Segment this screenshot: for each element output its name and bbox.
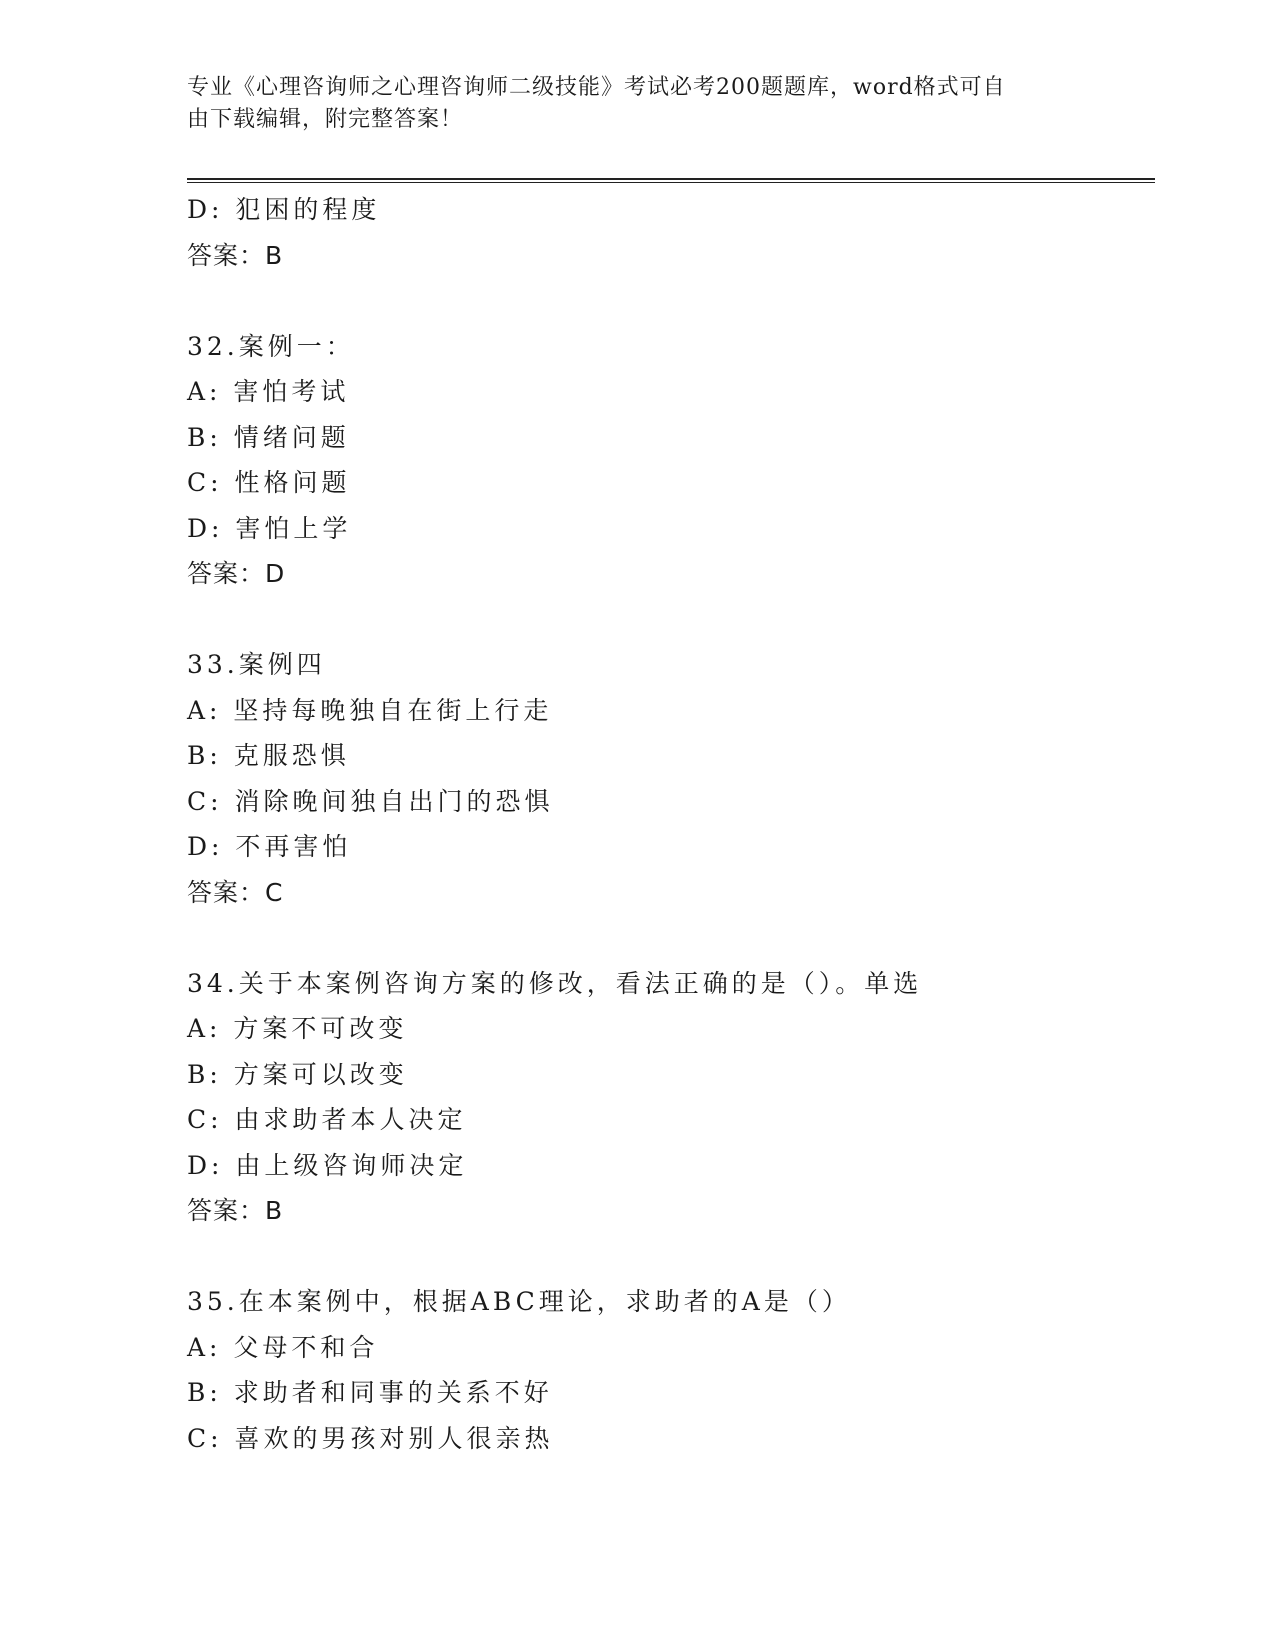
option-a: A: 坚持每晚独自在街上行走 bbox=[187, 695, 553, 725]
option-c: C: 由求助者本人决定 bbox=[187, 1105, 467, 1134]
spacer bbox=[187, 915, 1147, 961]
option-d: D: 害怕上学 bbox=[187, 513, 352, 543]
option-b: B: 求助者和同事的关系不好 bbox=[187, 1378, 553, 1407]
spacer bbox=[187, 278, 1147, 324]
question-34 bbox=[187, 961, 1147, 1234]
answer-line: 答案：B bbox=[187, 240, 284, 270]
option-a: A: 父母不和合 bbox=[187, 1332, 379, 1362]
question-stem: 33.案例四 bbox=[187, 650, 326, 679]
answer-line: 答案：C bbox=[187, 877, 284, 907]
question-stem: 34.关于本案例咨询方案的修改，看法正确的是（）。单选 bbox=[187, 968, 923, 998]
question-fragment bbox=[187, 187, 1147, 278]
option-d: D: 不再害怕 bbox=[187, 832, 352, 861]
option-b: B: 方案可以改变 bbox=[187, 1059, 408, 1089]
option-b: B: 情绪问题 bbox=[187, 422, 350, 452]
header-line-1: 专业《心理咨询师之心理咨询师二级技能》考试必考200题题库，word格式可自 bbox=[187, 75, 1006, 100]
option-c: C: 喜欢的男孩对别人很亲热 bbox=[187, 1423, 554, 1453]
option-a: A: 害怕考试 bbox=[187, 377, 350, 406]
spacer bbox=[187, 597, 1147, 643]
header-rule-thick bbox=[187, 178, 1155, 180]
option-d: D: 由上级咨询师决定 bbox=[187, 1150, 468, 1180]
option-b: B: 克服恐惧 bbox=[187, 741, 350, 770]
question-stem: 32.案例一： bbox=[187, 331, 355, 361]
question-35 bbox=[187, 1279, 1147, 1461]
page-header bbox=[187, 72, 1087, 136]
spacer bbox=[187, 1234, 1147, 1280]
document-body bbox=[187, 187, 1147, 1461]
question-33 bbox=[187, 642, 1147, 915]
question-32 bbox=[187, 324, 1147, 597]
option-c: C: 消除晚间独自出门的恐惧 bbox=[187, 786, 554, 816]
option-d: D: 犯困的程度 bbox=[187, 195, 381, 224]
option-c: C: 性格问题 bbox=[187, 468, 351, 497]
option-a: A: 方案不可改变 bbox=[187, 1014, 408, 1043]
header-line-2: 由下载编辑，附完整答案！ bbox=[187, 107, 464, 132]
answer-line: 答案：D bbox=[187, 559, 286, 588]
question-stem: 35.在本案例中，根据ABC理论，求助者的A是（） bbox=[187, 1287, 851, 1316]
header-rule-thin bbox=[187, 182, 1155, 183]
answer-line: 答案：B bbox=[187, 1196, 284, 1225]
